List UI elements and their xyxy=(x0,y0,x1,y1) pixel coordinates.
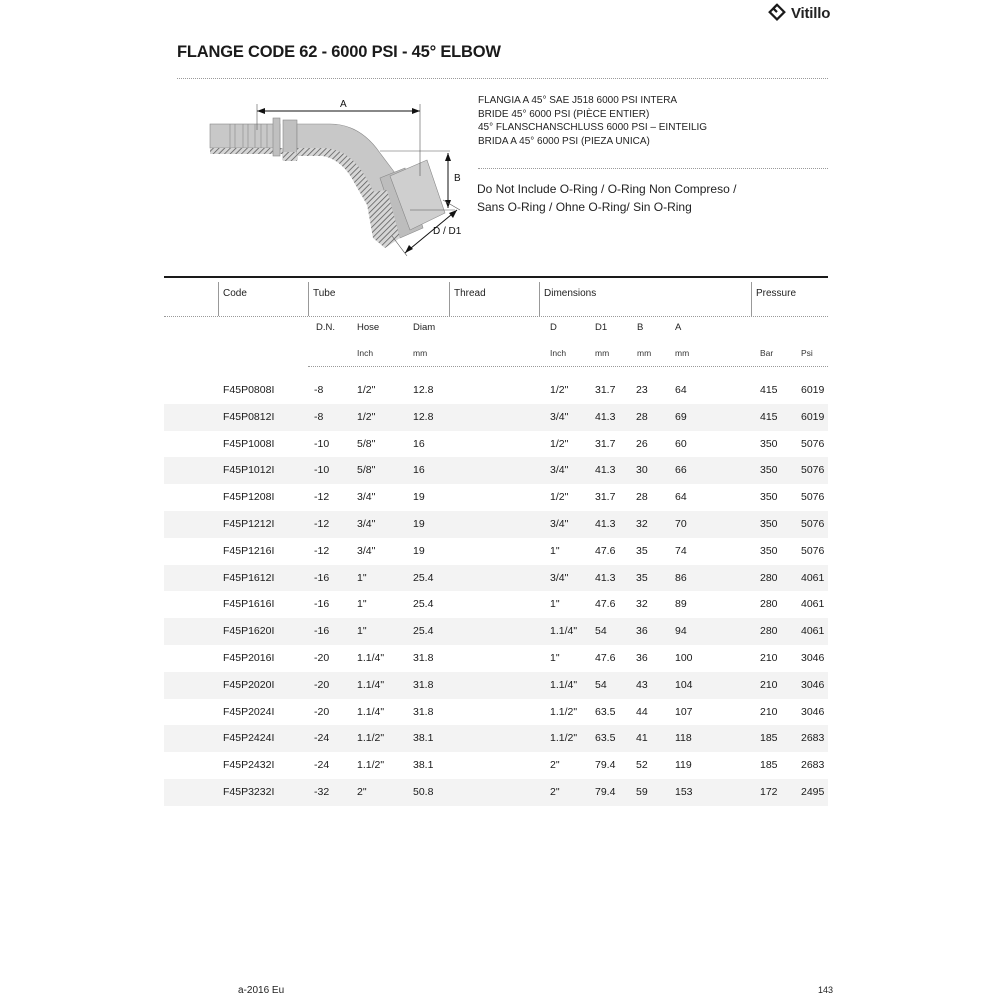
cell-hose: 3/4" xyxy=(357,544,376,557)
cell-dn: -24 xyxy=(314,759,330,772)
cell-diam: 38.1 xyxy=(413,759,434,772)
cell-diam: 25.4 xyxy=(413,598,434,611)
cell-psi: 2495 xyxy=(801,785,825,798)
product-description xyxy=(478,94,707,148)
unit-hose: Inch xyxy=(357,348,374,358)
cell-hose: 1" xyxy=(357,598,367,611)
page-number: 143 xyxy=(818,985,834,995)
cell-hose: 3/4" xyxy=(357,517,376,530)
cell-code: F45P1012I xyxy=(223,464,275,477)
cell-dn: -20 xyxy=(314,705,330,718)
table-top-rule xyxy=(164,276,828,278)
cell-code: F45P3232I xyxy=(223,785,275,798)
subheader-d: D xyxy=(550,322,557,333)
cell-a: 119 xyxy=(675,759,692,772)
cell-b: 32 xyxy=(636,598,648,611)
cell-d: 1/2" xyxy=(550,437,569,450)
cell-diam: 12.8 xyxy=(413,384,434,396)
cell-diam: 16 xyxy=(413,464,425,477)
unit-d1: mm xyxy=(595,348,610,358)
cell-a: 118 xyxy=(675,732,692,745)
cell-psi: 5076 xyxy=(801,437,825,450)
cell-bar: 185 xyxy=(760,732,778,745)
cell-dn: -8 xyxy=(314,384,324,396)
cell-b: 52 xyxy=(636,759,648,772)
cell-a: 104 xyxy=(675,678,693,691)
cell-code: F45P1216I xyxy=(223,544,275,557)
cell-hose: 1/2" xyxy=(357,410,376,423)
cell-hose: 3/4" xyxy=(357,491,376,504)
cell-diam: 25.4 xyxy=(413,571,434,584)
cell-b: 30 xyxy=(636,464,648,477)
table-row xyxy=(164,752,828,779)
cell-hose: 1.1/4" xyxy=(357,705,385,718)
cell-diam: 19 xyxy=(413,491,425,504)
subheader-dn: D.N. xyxy=(316,322,335,333)
cell-a: 94 xyxy=(675,625,687,638)
cell-a: 70 xyxy=(675,517,687,530)
subheader-d1: D1 xyxy=(595,322,608,333)
cell-psi: 3046 xyxy=(801,678,825,691)
cell-psi: 2683 xyxy=(801,759,825,772)
cell-code: F45P0812I xyxy=(223,410,275,423)
description-fr: BRIDE 45° 6000 PSI (PIÈCE ENTIER) xyxy=(478,108,650,120)
header-dimensions: Dimensions xyxy=(544,288,597,299)
cell-bar: 280 xyxy=(760,571,778,584)
cell-dn: -20 xyxy=(314,651,330,664)
vitillo-logo-icon xyxy=(766,2,788,24)
cell-a: 60 xyxy=(675,437,687,450)
cell-code: F45P1008I xyxy=(223,437,275,450)
dimension-b-label: B xyxy=(454,173,461,184)
subheader-diam: Diam xyxy=(413,322,436,333)
brand-logo xyxy=(766,2,830,24)
cell-b: 44 xyxy=(636,705,648,718)
table-row xyxy=(164,511,828,538)
cell-d: 2" xyxy=(550,785,560,798)
description-es: BRIDA A 45° 6000 PSI (PIEZA UNICA) xyxy=(478,135,650,147)
table-row xyxy=(164,645,828,672)
cell-b: 35 xyxy=(636,544,648,557)
cell-bar: 210 xyxy=(760,705,778,718)
cell-bar: 415 xyxy=(760,384,778,396)
cell-d: 1" xyxy=(550,651,560,664)
cell-d: 1" xyxy=(550,544,560,557)
table-row xyxy=(164,484,828,511)
table-row xyxy=(164,538,828,565)
cell-d1: 63.5 xyxy=(595,732,616,745)
footer-edition: a-2016 Eu xyxy=(238,985,285,996)
cell-a: 153 xyxy=(675,785,693,798)
cell-b: 32 xyxy=(636,517,648,530)
cell-d: 3/4" xyxy=(550,410,569,423)
units-divider xyxy=(308,366,828,367)
cell-code: F45P2024I xyxy=(223,705,275,718)
cell-d: 3/4" xyxy=(550,517,569,530)
cell-d: 1" xyxy=(550,598,560,611)
cell-d1: 41.3 xyxy=(595,410,616,423)
subheader-hose: Hose xyxy=(357,322,380,333)
cell-d1: 41.3 xyxy=(595,571,616,584)
cell-a: 64 xyxy=(675,384,687,396)
unit-d: Inch xyxy=(550,348,567,358)
description-divider xyxy=(478,168,828,169)
cell-hose: 2" xyxy=(357,785,367,798)
column-separator xyxy=(449,282,450,316)
table-row xyxy=(164,457,828,484)
cell-diam: 12.8 xyxy=(413,410,434,423)
cell-diam: 31.8 xyxy=(413,678,434,691)
cell-dn: -32 xyxy=(314,785,330,798)
header-code: Code xyxy=(223,288,247,299)
fitting-drawing xyxy=(195,98,480,263)
cell-code: F45P1212I xyxy=(223,517,275,530)
cell-bar: 350 xyxy=(760,437,778,450)
page-title: FLANGE CODE 62 - 6000 PSI - 45° ELBOW xyxy=(177,43,501,61)
cell-psi: 5076 xyxy=(801,544,825,557)
cell-d1: 79.4 xyxy=(595,785,616,798)
cell-bar: 210 xyxy=(760,678,778,691)
table-row xyxy=(164,725,828,752)
cell-a: 74 xyxy=(675,544,687,557)
column-separator xyxy=(539,282,540,316)
cell-bar: 350 xyxy=(760,544,778,557)
cell-d: 3/4" xyxy=(550,464,569,477)
cell-d1: 41.3 xyxy=(595,464,616,477)
table-row xyxy=(164,618,828,645)
cell-diam: 50.8 xyxy=(413,785,434,798)
header-divider xyxy=(164,316,828,317)
cell-psi: 2683 xyxy=(801,732,825,745)
table-row xyxy=(164,404,828,431)
cell-a: 69 xyxy=(675,410,687,423)
cell-bar: 350 xyxy=(760,517,778,530)
cell-d1: 79.4 xyxy=(595,759,616,772)
cell-psi: 4061 xyxy=(801,598,825,611)
cell-d: 1/2" xyxy=(550,491,569,504)
cell-dn: -16 xyxy=(314,625,330,638)
cell-b: 36 xyxy=(636,651,648,664)
cell-hose: 1.1/2" xyxy=(357,759,385,772)
cell-diam: 31.8 xyxy=(413,651,434,664)
cell-bar: 415 xyxy=(760,410,778,423)
cell-bar: 210 xyxy=(760,651,778,664)
cell-dn: -24 xyxy=(314,732,330,745)
cell-d1: 63.5 xyxy=(595,705,616,718)
cell-code: F45P2432I xyxy=(223,759,275,772)
cell-hose: 1/2" xyxy=(357,384,376,396)
cell-psi: 4061 xyxy=(801,625,825,638)
cell-psi: 5076 xyxy=(801,517,825,530)
table-row xyxy=(164,591,828,618)
cell-b: 43 xyxy=(636,678,648,691)
cell-a: 64 xyxy=(675,491,687,504)
cell-psi: 4061 xyxy=(801,571,825,584)
cell-psi: 6019 xyxy=(801,384,825,396)
cell-d: 1.1/2" xyxy=(550,705,578,718)
cell-b: 35 xyxy=(636,571,648,584)
cell-bar: 172 xyxy=(760,785,778,798)
elbow-fitting-illustration xyxy=(195,98,480,263)
cell-dn: -10 xyxy=(314,437,330,450)
cell-diam: 19 xyxy=(413,544,425,557)
cell-dn: -10 xyxy=(314,464,330,477)
cell-psi: 5076 xyxy=(801,491,825,504)
table-row xyxy=(164,699,828,726)
dimension-d-label: D / D1 xyxy=(433,226,462,237)
cell-a: 107 xyxy=(675,705,693,718)
cell-code: F45P0808I xyxy=(223,384,275,396)
cell-hose: 1.1/4" xyxy=(357,651,385,664)
cell-dn: -12 xyxy=(314,544,330,557)
cell-diam: 38.1 xyxy=(413,732,434,745)
cell-b: 28 xyxy=(636,410,648,423)
cell-d1: 54 xyxy=(595,625,607,638)
cell-dn: -8 xyxy=(314,410,324,423)
cell-dn: -12 xyxy=(314,517,330,530)
cell-bar: 350 xyxy=(760,464,778,477)
oring-note-line-2: Sans O-Ring / Ohne O-Ring/ Sin O-Ring xyxy=(477,200,692,214)
cell-diam: 16 xyxy=(413,437,425,450)
description-it: FLANGIA A 45° SAE J518 6000 PSI INTERA xyxy=(478,95,678,106)
cell-d: 1.1/2" xyxy=(550,732,578,745)
table-row xyxy=(164,779,828,806)
cell-d1: 31.7 xyxy=(595,491,616,504)
cell-dn: -16 xyxy=(314,598,330,611)
cell-b: 36 xyxy=(636,625,648,638)
cell-psi: 3046 xyxy=(801,705,825,718)
table-row xyxy=(164,672,828,699)
unit-psi: Psi xyxy=(801,348,813,358)
dimension-a-label: A xyxy=(340,99,347,110)
cell-d: 1/2" xyxy=(550,384,569,396)
cell-hose: 5/8" xyxy=(357,464,376,477)
cell-dn: -12 xyxy=(314,491,330,504)
cell-code: F45P1612I xyxy=(223,571,275,584)
column-separator xyxy=(751,282,752,316)
cell-bar: 185 xyxy=(760,759,778,772)
cell-d1: 47.6 xyxy=(595,651,616,664)
table-row xyxy=(164,377,828,404)
column-separator xyxy=(218,282,219,316)
cell-b: 41 xyxy=(636,732,648,745)
cell-d1: 47.6 xyxy=(595,598,616,611)
unit-bar: Bar xyxy=(760,348,774,358)
description-de: 45° FLANSCHANSCHLUSS 6000 PSI – EINTEILIG xyxy=(478,122,708,133)
cell-b: 28 xyxy=(636,491,648,504)
cell-bar: 280 xyxy=(760,625,778,638)
cell-psi: 5076 xyxy=(801,464,825,477)
header-tube: Tube xyxy=(313,288,336,299)
cell-diam: 25.4 xyxy=(413,625,434,638)
unit-a: mm xyxy=(675,348,690,358)
cell-d1: 31.7 xyxy=(595,437,616,450)
cell-a: 89 xyxy=(675,598,687,611)
cell-dn: -20 xyxy=(314,678,330,691)
cell-code: F45P2424I xyxy=(223,732,275,745)
cell-hose: 1.1/2" xyxy=(357,732,385,745)
cell-code: F45P1620I xyxy=(223,625,275,638)
cell-d: 1.1/4" xyxy=(550,625,578,638)
oring-note xyxy=(477,180,736,216)
cell-d1: 31.7 xyxy=(595,384,616,396)
cell-b: 26 xyxy=(636,437,648,450)
header-thread: Thread xyxy=(454,288,486,299)
unit-b: mm xyxy=(637,348,652,358)
cell-b: 23 xyxy=(636,384,648,396)
cell-hose: 1.1/4" xyxy=(357,678,385,691)
cell-a: 66 xyxy=(675,464,687,477)
cell-code: F45P2016I xyxy=(223,651,275,664)
cell-a: 100 xyxy=(675,651,693,664)
cell-diam: 31.8 xyxy=(413,705,434,718)
cell-diam: 19 xyxy=(413,517,425,530)
cell-code: F45P1616I xyxy=(223,598,275,611)
cell-a: 86 xyxy=(675,571,687,584)
subheader-b: B xyxy=(637,322,644,333)
cell-bar: 280 xyxy=(760,598,778,611)
cell-code: F45P1208I xyxy=(223,491,275,504)
table-row xyxy=(164,431,828,458)
cell-d1: 54 xyxy=(595,678,607,691)
cell-psi: 6019 xyxy=(801,410,825,423)
oring-note-line-1: Do Not Include O-Ring / O-Ring Non Compreso / xyxy=(477,182,737,196)
cell-d: 3/4" xyxy=(550,571,569,584)
cell-dn: -16 xyxy=(314,571,330,584)
column-separator xyxy=(308,282,309,316)
cell-hose: 1" xyxy=(357,571,367,584)
cell-d1: 47.6 xyxy=(595,544,616,557)
cell-code: F45P2020I xyxy=(223,678,275,691)
brand-name: Vitillo xyxy=(791,4,831,22)
cell-hose: 1" xyxy=(357,625,367,638)
table-row xyxy=(164,565,828,592)
cell-d: 2" xyxy=(550,759,560,772)
cell-bar: 350 xyxy=(760,491,778,504)
cell-hose: 5/8" xyxy=(357,437,376,450)
header-pressure: Pressure xyxy=(756,288,797,299)
subheader-a: A xyxy=(675,322,682,333)
unit-diam: mm xyxy=(413,348,428,358)
cell-d1: 41.3 xyxy=(595,517,616,530)
product-table-body xyxy=(164,377,828,806)
cell-d: 1.1/4" xyxy=(550,678,578,691)
title-divider xyxy=(177,78,828,79)
cell-psi: 3046 xyxy=(801,651,825,664)
cell-b: 59 xyxy=(636,785,648,798)
